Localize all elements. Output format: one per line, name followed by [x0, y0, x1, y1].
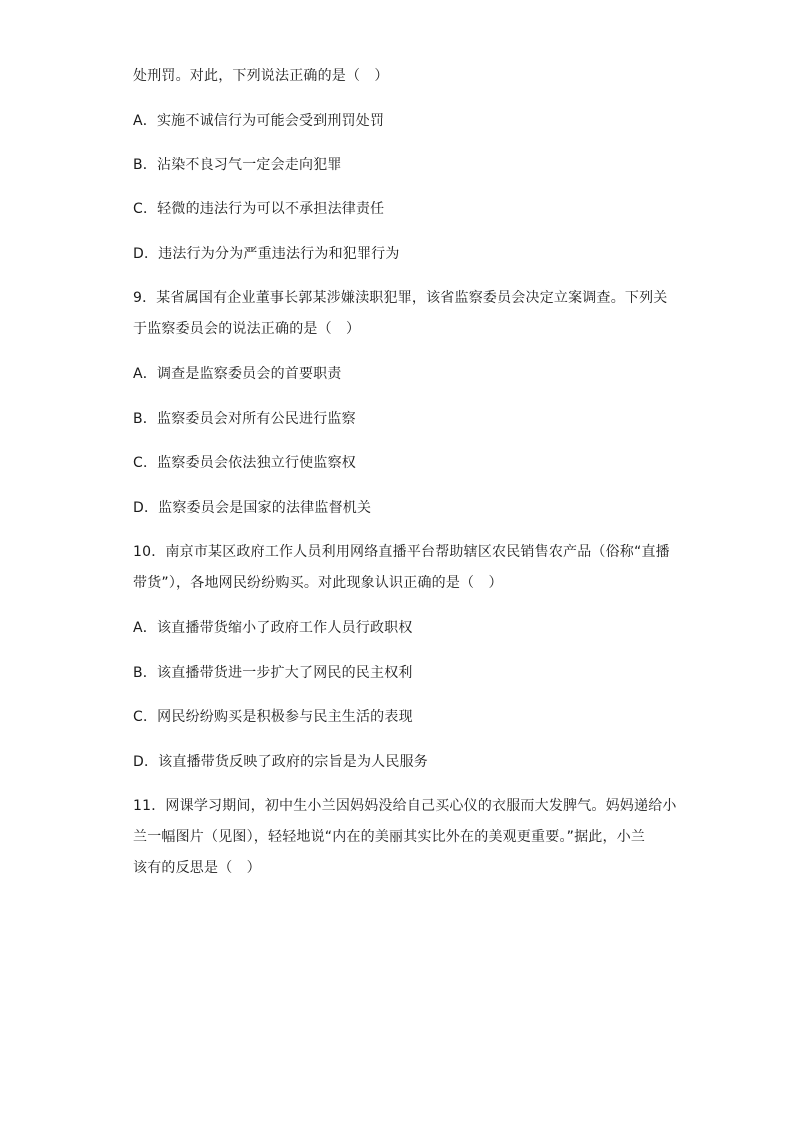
question-11-stem-line-1: 11．网课学习期间，初中生小兰因妈妈没给自己买心仪的衣服而大发脾气。妈妈递给小	[133, 798, 677, 814]
question-10-option-b: B．该直播带货进一步扩大了网民的民主权利	[133, 665, 413, 681]
question-9-option-c: C．监察委员会依法独立行使监察权	[133, 455, 356, 471]
question-8-option-d: D．违法行为分为严重违法行为和犯罪行为	[133, 246, 400, 262]
question-10-option-a: A．该直播带货缩小了政府工作人员行政职权	[133, 620, 413, 636]
question-8-option-b: B．沾染不良习气一定会走向犯罪	[133, 157, 342, 173]
question-9-option-a: A．调查是监察委员会的首要职责	[133, 366, 342, 382]
question-9-stem-line-2: 于监察委员会的说法正确的是（ ）	[133, 321, 361, 337]
question-9-option-b: B．监察委员会对所有公民进行监察	[133, 411, 356, 427]
question-10-option-d: D．该直播带货反映了政府的宗旨是为人民服务	[133, 754, 428, 770]
question-8-stem-tail: 处刑罚。对此，下列说法正确的是（ ）	[133, 68, 389, 84]
question-8-option-a: A．实施不诚信行为可能会受到刑罚处罚	[133, 113, 385, 129]
question-10-stem-line-2: 带货”），各地网民纷纷购买。对此现象认识正确的是（ ）	[133, 575, 503, 591]
question-10-option-c: C．网民纷纷购买是积极参与民主生活的表现	[133, 709, 413, 725]
question-11-stem-line-3: 该有的反思是（ ）	[133, 860, 261, 876]
question-11-stem-line-2: 兰一幅图片（见图），轻轻地说“内在的美丽其实比外在的美观更重要。”据此，小兰	[133, 829, 646, 845]
question-9-stem-line-1: 9．某省属国有企业董事长郭某涉嫌渎职犯罪，该省监察委员会决定立案调查。下列关	[133, 290, 668, 306]
question-9-option-d: D．监察委员会是国家的法律监督机关	[133, 500, 372, 516]
question-10-stem-line-1: 10．南京市某区政府工作人员利用网络直播平台帮助辖区农民销售农产品（俗称“直播	[133, 544, 670, 560]
question-8-option-c: C．轻微的违法行为可以不承担法律责任	[133, 201, 385, 217]
